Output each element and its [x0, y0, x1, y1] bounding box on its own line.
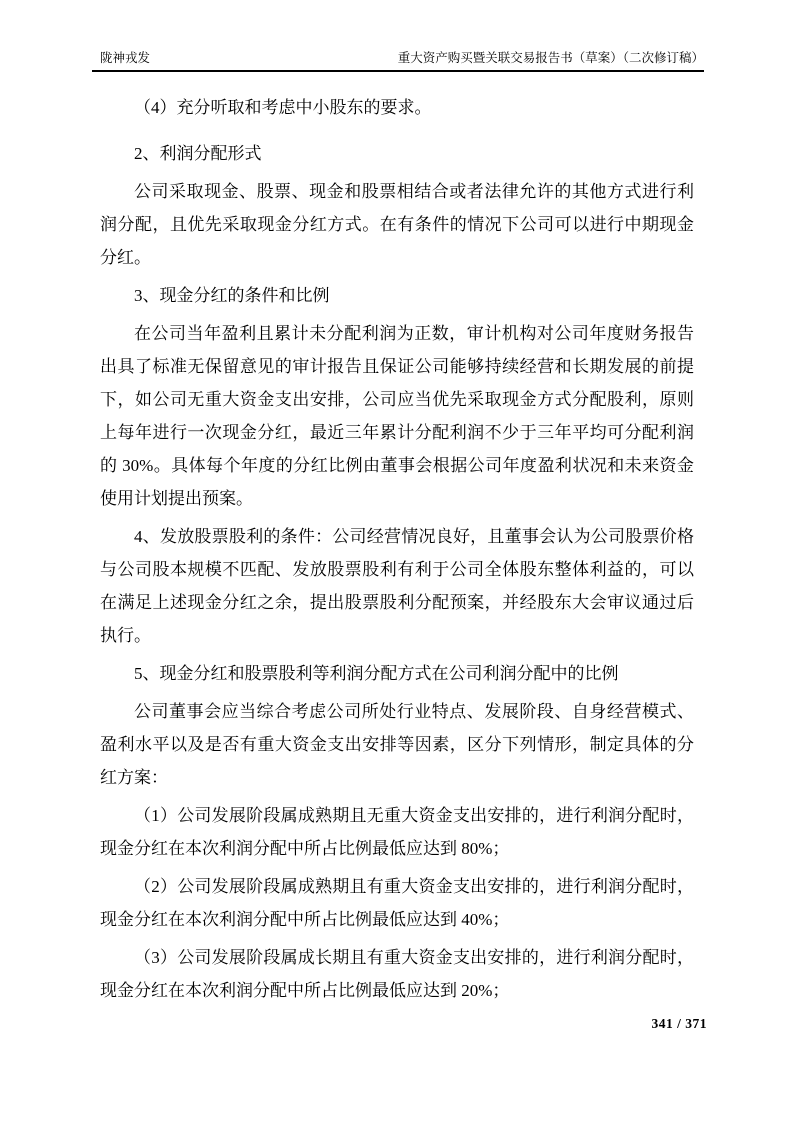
- page-number: 341 / 371: [651, 1016, 707, 1031]
- document-body: [100, 91, 694, 1012]
- paragraph: 在公司当年盈利且累计未分配利润为正数，审计机构对公司年度财务报告出具了标准无保留意见的审计报告且保证公司能够持续经营和长期发展的前提下，如公司无重大资金支出安排，公司应当优先采取现金方式分配股利，原则上每年进行一次现金分红，最近三年累计分配利润不少于三年平均可分配利润的 30%。具体每个年度的分红比例由董事会根据公司年度盈利状况和未来资金使用计划提出预案。: [100, 324, 694, 508]
- paragraph: 公司董事会应当综合考虑公司所处行业特点、发展阶段、自身经营模式、盈利水平以及是否有重大资金支出安排等因素，区分下列情形，制定具体的分红方案：: [100, 702, 694, 787]
- paragraph: 公司采取现金、股票、现金和股票相结合或者法律允许的其他方式进行利润分配，且优先采取现金分红方式。在有条件的情况下公司可以进行中期现金分红。: [100, 182, 694, 267]
- section-heading: 3、现金分红的条件和比例: [134, 286, 330, 305]
- header-report-title: 重大资产购买暨关联交易报告书（草案）（二次修订稿）: [397, 51, 704, 65]
- section-heading: 2、利润分配形式: [134, 144, 262, 163]
- paragraph: （2）公司发展阶段属成熟期且有重大资金支出安排的，进行利润分配时，现金分红在本次利润分配中所占比例最低应达到 40%；: [100, 877, 694, 929]
- paragraph: 4、发放股票股利的条件：公司经营情况良好，且董事会认为公司股票价格与公司股本规模不匹配、发放股票股利有利于公司全体股东整体利益的，可以在满足上述现金分红之余，提出股票股利分配预案，并经股东大会审议通过后执行。: [100, 527, 694, 645]
- section-heading: 5、现金分红和股票股利等利润分配方式在公司利润分配中的比例: [134, 664, 619, 683]
- paragraph: （3）公司发展阶段属成长期且有重大资金支出安排的，进行利润分配时，现金分红在本次利润分配中所占比例最低应达到 20%；: [100, 948, 694, 1000]
- header-company-name: 陇神戎发: [100, 51, 151, 65]
- paragraph: （4）充分听取和考虑中小股东的要求。: [134, 98, 432, 117]
- page-header: [92, 50, 704, 72]
- paragraph: （1）公司发展阶段属成熟期且无重大资金支出安排的，进行利润分配时，现金分红在本次利润分配中所占比例最低应达到 80%；: [100, 806, 694, 858]
